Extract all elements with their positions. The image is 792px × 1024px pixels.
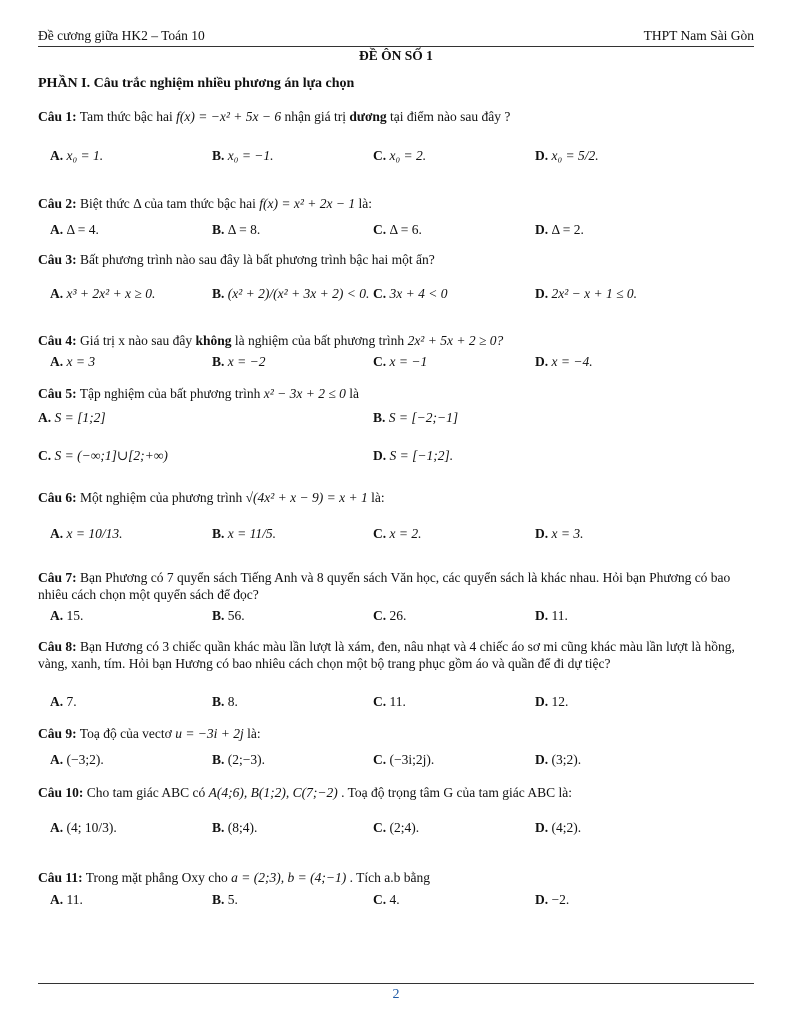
option-c[interactable]: C. S = (−∞;1]∪[2;+∞) [38,448,168,463]
option-d[interactable]: D. x = −4. [535,354,593,369]
question-3-options [0,286,792,310]
question-3: Câu 3: Bất phương trình nào sau đây là bất phương trình bậc hai một ẩn? [38,252,435,267]
option-b[interactable]: B. x = −2 [212,354,266,369]
question-4-options [0,354,792,378]
option-d[interactable]: D. x₀ = 5/2. [535,148,599,163]
option-b[interactable]: B. 56. [212,608,245,623]
option-a[interactable]: A. x³ + 2x² + x ≥ 0. [50,286,156,301]
option-c[interactable]: C. x = 2. [373,526,422,541]
question-8: Câu 8: Bạn Hương có 3 chiếc quần khác màu lần lượt là xám, đen, nâu nhạt và 4 chiếc áo sơ mi cũng khác màu lần lượt là hồng, vàng, xanh, tím. Hỏi bạn Hương có bao nhiêu cách chọn một bộ trang phục gồm áo và quần để đi dự tiệc? [38,639,735,671]
question-11-options [0,892,792,916]
option-c[interactable]: C. 26. [373,608,407,623]
option-d[interactable]: D. 11. [535,608,568,623]
option-a[interactable]: A. x = 10/13. [50,526,123,541]
option-c[interactable]: C. 4. [373,892,400,907]
option-c[interactable]: C. (2;4). [373,820,420,835]
option-d[interactable]: D. 2x² − x + 1 ≤ 0. [535,286,638,301]
option-c[interactable]: C. x = −1 [373,354,428,369]
option-a[interactable]: A. (−3;2). [50,752,104,767]
question-8-options [0,694,792,718]
option-a[interactable]: A. 15. [50,608,84,623]
option-a[interactable]: A. 7. [50,694,77,709]
option-b[interactable]: B. (2;−3). [212,752,265,767]
question-7: Câu 7: Bạn Phương có 7 quyển sách Tiếng Anh và 8 quyển sách Văn học, các quyển sách là khác nhau. Hỏi bạn Phương có bao nhiêu cách chọn một quyển sách để đọc? [38,570,731,602]
option-a[interactable]: A. x₀ = 1. [50,148,104,163]
option-b[interactable]: B. x = 11/5. [212,526,276,541]
option-b[interactable]: B. x₀ = −1. [212,148,274,163]
option-b[interactable]: B. (8;4). [212,820,258,835]
option-d[interactable]: D. x = 3. [535,526,584,541]
option-b[interactable]: B. 8. [212,694,238,709]
option-d[interactable]: D. (4;2). [535,820,582,835]
question-1: Câu 1: Tam thức bậc hai f(x) = −x² + 5x − 6 nhận giá trị dương tại điểm nào sau đây ? [38,109,511,124]
option-c[interactable]: C. (−3i;2j). [373,752,435,767]
question-5-options-cd [0,448,792,472]
option-b[interactable]: B. (x² + 2)/(x² + 3x + 2) < 0. [212,286,370,301]
option-a[interactable]: A. S = [1;2] [38,410,106,425]
header-right: THPT Nam Sài Gòn [643,28,754,43]
header-left: Đề cương giữa HK2 – Toán 10 [38,28,205,43]
question-1-math: f(x) = −x² + 5x − 6 [176,109,282,124]
question-9-options [0,752,792,776]
page-title: ĐỀ ÔN SỐ 1 [359,48,433,63]
question-11: Câu 11: Trong mặt phẳng Oxy cho a = (2;3), b = (4;−1) . Tích a.b bằng [38,870,430,885]
option-c[interactable]: C. x₀ = 2. [373,148,427,163]
option-a[interactable]: A. 11. [50,892,83,907]
question-7-options [0,608,792,632]
question-6: Câu 6: Một nghiệm của phương trình √(4x² + x − 9) = x + 1 là: [38,490,385,505]
option-d[interactable]: D. (3;2). [535,752,582,767]
page-header [38,28,754,47]
question-5-options-ab [0,410,792,434]
option-d[interactable]: D. S = [−1;2]. [373,448,454,463]
option-a[interactable]: A. x = 3 [50,354,96,369]
option-d[interactable]: D. 12. [535,694,569,709]
question-10: Câu 10: Cho tam giác ABC có A(4;6), B(1;2), C(7;−2) . Toạ độ trọng tâm G của tam giác ABC là: [38,785,572,800]
question-1-options [0,148,792,172]
option-c[interactable]: C. Δ = 6. [373,222,422,237]
option-d[interactable]: D. −2. [535,892,570,907]
option-a[interactable]: A. (4; 10/3). [50,820,117,835]
page-number: 2 [392,987,400,1002]
option-c[interactable]: C. 3x + 4 < 0 [373,286,448,301]
question-4: Câu 4: Giá trị x nào sau đây không là nghiệm của bất phương trình 2x² + 5x + 2 ≥ 0? [38,333,504,348]
footer-divider [38,983,754,984]
option-b[interactable]: B. Δ = 8. [212,222,261,237]
option-c[interactable]: C. 11. [373,694,406,709]
question-9: Câu 9: Toạ độ của vectơ u = −3i + 2j là: [38,726,261,741]
question-2: Câu 2: Biệt thức Δ của tam thức bậc hai f(x) = x² + 2x − 1 là: [38,196,373,211]
option-b[interactable]: B. S = [−2;−1] [373,410,459,425]
option-a[interactable]: A. Δ = 4. [50,222,99,237]
question-10-options [0,820,792,844]
question-5: Câu 5: Tập nghiệm của bất phương trình x² − 3x + 2 ≤ 0 là [38,386,359,401]
option-d[interactable]: D. Δ = 2. [535,222,584,237]
question-2-options [0,222,792,246]
section-heading: PHẦN I. Câu trắc nghiệm nhiều phương án lựa chọn [38,76,355,91]
option-b[interactable]: B. 5. [212,892,238,907]
question-6-options [0,526,792,550]
